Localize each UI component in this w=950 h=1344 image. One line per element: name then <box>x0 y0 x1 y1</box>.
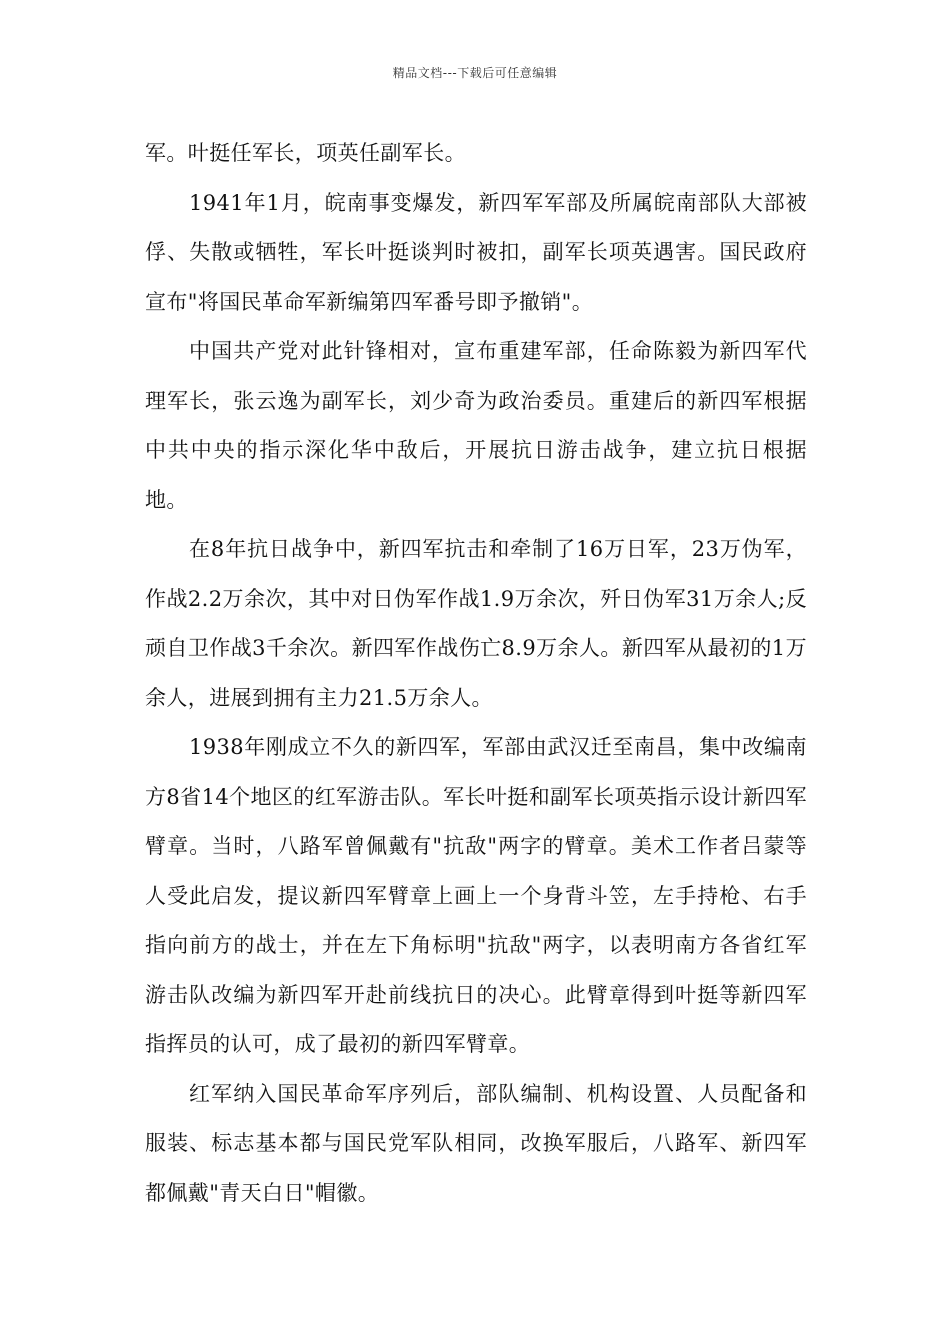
paragraph-rebuild-headquarters: 中国共产党对此针锋相对，宣布重建军部，任命陈毅为新四军代理军长，张云逸为副军长，刘少奇为政治委员。重建后的新四军根据中共中央的指示深化华中敌后，开展抗日游击战争，建立抗日根据地。 <box>145 339 807 512</box>
document-body <box>145 129 807 1218</box>
paragraph-continuation: 军。叶挺任军长，项英任副军长。 <box>145 141 466 165</box>
paragraph-wannan-incident: 1941年1月，皖南事变爆发，新四军军部及所属皖南部队大部被俘、失散或牺牲，军长叶挺谈判时被扣，副军长项英遇害。国民政府宣布"将国民革命军新编第四军番号即予撤销"。 <box>145 190 807 314</box>
page-header: 精品文档---下载后可任意编辑 <box>392 66 558 80</box>
paragraph-armband-design: 1938年刚成立不久的新四军，军部由武汉迁至南昌，集中改编南方8省14个地区的红军游击队。军长叶挺和副军长项英指示设计新四军臂章。当时，八路军曾佩戴有"抗敌"两字的臂章。美术工作者吕蒙等人受此启发，提议新四军臂章上画上一个身背斗笠，左手持枪、右手指向前方的战士，并在左下角标明"抗敌"两字，以表明南方各省红军游击队改编为新四军开赴前线抗日的决心。此臂章得到叶挺等新四军指挥员的认可，成了最初的新四军臂章。 <box>145 735 807 1056</box>
paragraph-war-record: 在8年抗日战争中，新四军抗击和牵制了16万日军，23万伪军，作战2.2万余次，其中对日伪军作战1.9万余次，歼日伪军31万余人;反顽自卫作战3千余次。新四军作战伤亡8.9万余人。新四军从最初的1万余人，进展到拥有主力21.5万余人。 <box>145 537 807 710</box>
paragraph-cap-badge: 红军纳入国民革命军序列后，部队编制、机构设置、人员配备和服装、标志基本都与国民党军队相同，改换军服后，八路军、新四军都佩戴"青天白日"帽徽。 <box>145 1081 807 1205</box>
